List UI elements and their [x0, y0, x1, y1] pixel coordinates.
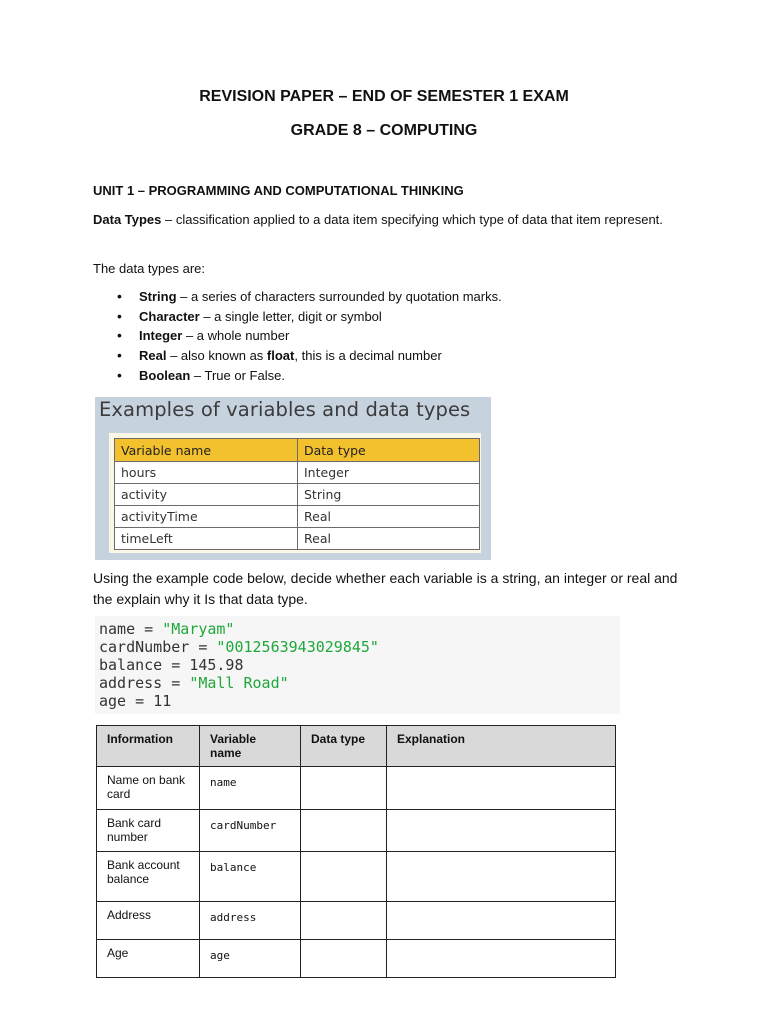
definition-term: Data Types — [93, 212, 162, 227]
type-text: , this is a decimal number — [294, 348, 442, 364]
code-variable: address — [99, 674, 163, 692]
column-header: Information — [97, 726, 200, 767]
bullet-icon: • — [117, 366, 122, 383]
definition-text: – classification applied to a data item specifying which type of data that item represent. — [161, 212, 663, 227]
info-cell: Age — [97, 940, 200, 978]
type-text: – a whole number — [182, 328, 290, 344]
type-text: – also known as — [166, 348, 267, 364]
code-value: "Maryam" — [162, 620, 235, 638]
table-row — [97, 852, 616, 902]
column-header: Data type — [298, 439, 480, 462]
code-operator: = — [162, 656, 190, 674]
example-title: Examples of variables and data types — [99, 398, 471, 421]
page-subtitle: GRADE 8 – COMPUTING — [290, 122, 478, 139]
explanation-cell[interactable] — [387, 852, 616, 902]
definition-paragraph — [93, 210, 673, 230]
table-cell: Real — [298, 528, 480, 550]
type-term: Character — [139, 308, 200, 324]
code-line — [99, 620, 234, 638]
code-operator: = — [126, 692, 154, 710]
answer-table — [96, 725, 616, 978]
column-header: Variable name — [200, 726, 301, 767]
bullet-icon: • — [117, 327, 122, 344]
variable-cell: name — [200, 767, 301, 810]
list-item — [93, 346, 502, 366]
explanation-cell[interactable] — [387, 940, 616, 978]
table-row — [115, 484, 480, 506]
code-value: "Mall Road" — [189, 674, 289, 692]
intro-paragraph: The data types are: — [93, 261, 206, 276]
table-row — [97, 767, 616, 810]
table-cell: activity — [115, 484, 298, 506]
code-line — [99, 674, 289, 692]
code-line — [99, 692, 171, 710]
code-operator: = — [135, 620, 163, 638]
code-variable: cardNumber — [99, 638, 190, 656]
type-term: Boolean — [139, 367, 191, 383]
info-cell: Bank account balance — [97, 852, 200, 902]
code-operator: = — [162, 674, 190, 692]
table-cell: String — [298, 484, 480, 506]
data-type-cell[interactable] — [301, 767, 387, 810]
code-variable: age — [99, 692, 127, 710]
info-cell: Bank card number — [97, 810, 200, 852]
question-text: Using the example code below, decide whether each variable is a string, an integer or real and the explain why it Is that data type. — [93, 570, 678, 607]
table-row — [115, 462, 480, 484]
table-cell: timeLeft — [115, 528, 298, 550]
column-header: Data type — [301, 726, 387, 767]
table-row — [97, 810, 616, 852]
table-row — [115, 506, 480, 528]
code-line — [99, 656, 244, 674]
bullet-icon: • — [117, 307, 122, 324]
code-operator: = — [189, 638, 217, 656]
code-value: "0012563943029845" — [216, 638, 379, 656]
type-term-float: float — [266, 348, 295, 364]
type-term: String — [139, 289, 177, 304]
data-type-cell[interactable] — [301, 902, 387, 940]
data-type-cell[interactable] — [301, 852, 387, 902]
table-cell: Real — [298, 506, 480, 528]
table-header-row — [97, 726, 616, 767]
page-title: REVISION PAPER – END OF SEMESTER 1 EXAM — [199, 88, 569, 105]
table-cell: activityTime — [115, 506, 298, 528]
table-row — [97, 940, 616, 978]
table-header-row — [115, 439, 480, 462]
data-type-cell[interactable] — [301, 940, 387, 978]
type-term: Real — [139, 348, 167, 364]
explanation-cell[interactable] — [387, 902, 616, 940]
table-cell: hours — [115, 462, 298, 484]
variable-cell: address — [200, 902, 301, 940]
code-variable: name — [99, 620, 136, 638]
type-text: – True or False. — [190, 367, 285, 383]
code-variable: balance — [99, 656, 163, 674]
data-type-cell[interactable] — [301, 810, 387, 852]
code-value: 11 — [153, 692, 172, 710]
info-cell: Name on bank card — [97, 767, 200, 810]
column-header: Explanation — [387, 726, 616, 767]
list-item — [93, 326, 502, 346]
code-line — [99, 638, 379, 656]
table-row — [115, 528, 480, 550]
variable-cell: balance — [200, 852, 301, 902]
code-value: 145.98 — [189, 656, 244, 674]
example-table — [114, 438, 480, 550]
info-cell: Address — [97, 902, 200, 940]
column-header: Variable name — [115, 439, 298, 462]
bullet-icon: • — [117, 288, 122, 304]
data-types-list — [93, 287, 502, 385]
list-item — [93, 307, 502, 327]
code-block — [95, 616, 620, 714]
list-item — [93, 366, 502, 386]
explanation-cell[interactable] — [387, 767, 616, 810]
explanation-cell[interactable] — [387, 810, 616, 852]
type-text: – a single letter, digit or symbol — [199, 308, 382, 324]
type-text: – a series of characters surrounded by quotation marks. — [176, 289, 502, 304]
table-row — [97, 902, 616, 940]
table-cell: Integer — [298, 462, 480, 484]
list-item — [93, 287, 502, 307]
variable-cell: age — [200, 940, 301, 978]
type-term: Integer — [139, 328, 183, 344]
variable-cell: cardNumber — [200, 810, 301, 852]
unit-heading: UNIT 1 – PROGRAMMING AND COMPUTATIONAL THINKING — [93, 183, 464, 198]
bullet-icon: • — [117, 347, 122, 364]
